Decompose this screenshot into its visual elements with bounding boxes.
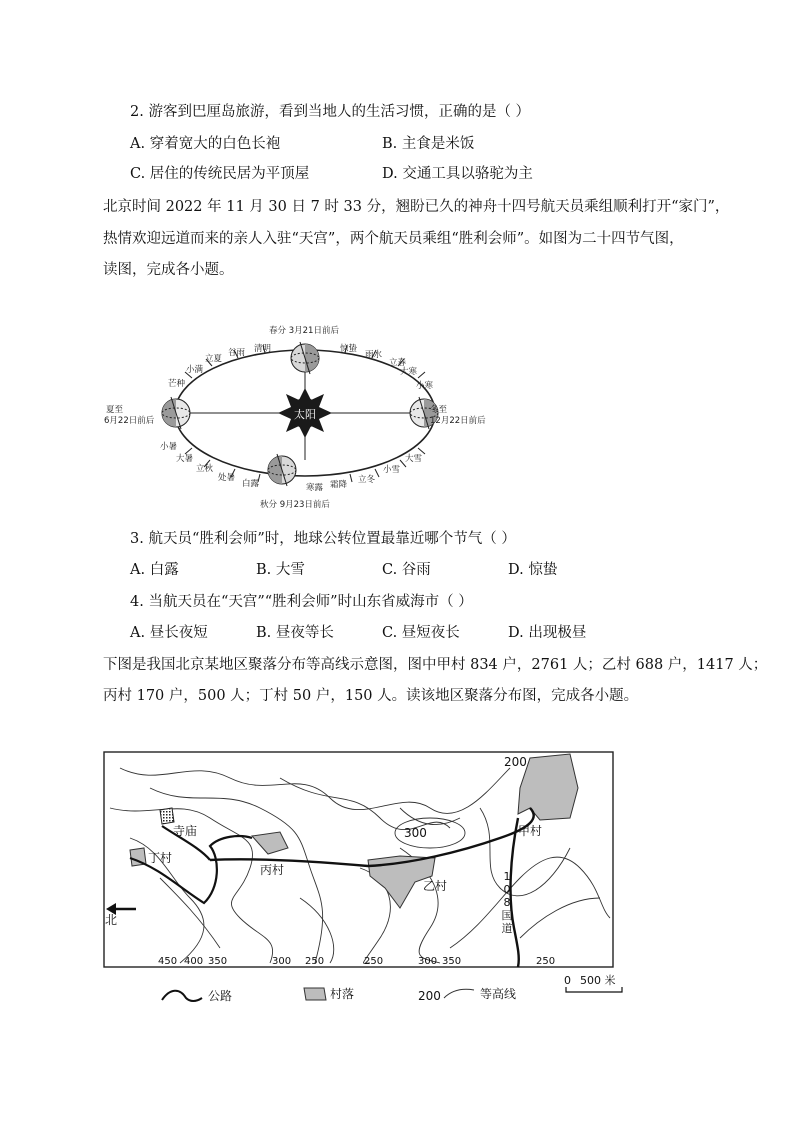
contour-label-300: 300 [404,826,427,840]
legend-contour-icon [444,989,474,998]
label-winter-solstice: 冬至 [430,405,448,415]
q4-stem: 4. 当航天员在“天宫”“胜利会师”时山东省威海市（ ） [130,594,473,610]
label-dashu: 大暑 [176,454,194,464]
label-north: 北 [105,913,118,927]
label-xiaoxue: 小雪 [383,465,401,475]
tick-350: 350 [208,956,228,967]
legend-village: 村落 [330,987,355,1001]
label-xiaoshu: 小暑 [160,442,178,452]
label-lidong: 立冬 [358,475,376,485]
tick-350b: 350 [442,956,462,967]
route-label-8: 8 [503,896,511,909]
label-xiaohan: 小寒 [416,381,434,391]
map-legend [162,986,516,1003]
label-shuangjiang: 霜降 [330,480,348,490]
legend-contour: 等高线 [480,987,517,1001]
label-yi-village: 乙村 [423,879,448,893]
label-dahan: 大寒 [400,367,418,377]
label-daxue: 大雪 [405,454,423,464]
label-temple: 寺庙 [173,824,198,838]
legend-road: 公路 [208,989,233,1003]
intro2-line1: 下图是我国北京某地区聚落分布等高线示意图，图中甲村 834 户，2761 人；乙村 688 户，1417 人； [103,657,768,673]
earth-autumn-icon [268,454,296,486]
route-label-guo: 国 [501,909,513,922]
label-bailu: 白露 [242,479,260,489]
label-lichun: 立春 [389,358,407,368]
label-liqiu: 立秋 [196,464,214,474]
tick-250c: 250 [536,956,556,967]
label-bing-village: 丙村 [260,863,285,877]
intro1-line2: 热情欢迎远道而来的亲人入驻“天宫”，两个航天员乘组“胜利会师”。如图为二十四节气图， [103,231,684,247]
label-chushu: 处暑 [218,473,236,483]
tick-250a: 250 [305,956,325,967]
label-xiaoman: 小满 [186,365,204,375]
label-jingzhe: 惊蛰 [340,344,358,354]
legend-village-icon [304,988,326,1000]
q3-option-d: D. 惊蛰 [508,562,558,578]
earth-summer-icon [162,397,190,429]
legend-contour-value: 200 [418,989,441,1003]
scale-bar [564,973,622,992]
label-guyu: 谷雨 [228,348,246,358]
contour-label-200: 200 [504,755,527,769]
label-autumn-equinox: 秋分 9月23日前后 [260,500,330,510]
q3-option-c: C. 谷雨 [382,562,431,578]
label-summer-solstice-date: 6月22日前后 [104,416,155,426]
tick-400: 400 [184,956,204,967]
label-ding-village: 丁村 [148,851,173,865]
label-jia-village: 甲村 [518,824,543,838]
scale-zero: 0 [564,974,571,987]
label-lixia: 立夏 [205,354,223,364]
sun-label: 太阳 [294,408,316,421]
intro2-line2: 丙村 170 户，500 人；丁村 50 户，150 人。读该地区聚落分布图，完成各小题。 [103,688,639,704]
label-hanlu: 寒露 [306,483,324,493]
q4-option-d: D. 出现极昼 [508,625,587,641]
q4-option-b: B. 昼夜等长 [256,625,334,641]
intro1-line3: 读图，完成各小题。 [103,262,234,278]
q2-option-d: D. 交通工具以骆驼为主 [382,166,533,182]
temple [160,808,174,824]
q2-option-b: B. 主食是米饭 [382,136,475,152]
q4-option-a: A. 昼长夜短 [130,625,208,641]
q2-stem: 2. 游客到巴厘岛旅游，看到当地人的生活习惯，正确的是（ ） [130,104,531,120]
tick-250b: 250 [364,956,384,967]
settlement-map-figure [100,748,630,1008]
tick-450: 450 [158,956,178,967]
label-mangzhong: 芒种 [168,379,186,389]
earth-spring-icon [291,342,319,374]
q3-option-b: B. 大雪 [256,562,305,578]
q2-option-c: C. 居住的传统民居为平顶屋 [130,166,310,182]
label-qingming: 清明 [254,344,272,354]
intro1-line1: 北京时间 2022 年 11 月 30 日 7 时 33 分，翘盼已久的神舟十四号航天员乘组顺利打开“家门”， [103,199,730,215]
label-yushui: 雨水 [365,350,383,360]
route-label-0: 0 [503,883,511,896]
legend-road-icon [162,991,202,1001]
route-label-dao: 道 [501,922,513,935]
label-winter-solstice-date: 12月22日前后 [430,416,486,426]
q4-option-c: C. 昼短夜长 [382,625,460,641]
label-summer-solstice: 夏至 [106,405,124,415]
q2-option-a: A. 穿着宽大的白色长袍 [130,136,281,152]
q3-option-a: A. 白露 [130,562,179,578]
scale-distance: 500 米 [580,974,616,987]
route-label-1: 1 [503,870,511,883]
q3-stem: 3. 航天员“胜利会师”时，地球公转位置最靠近哪个节气（ ） [130,531,516,547]
tick-300b: 300 [418,956,438,967]
tick-300: 300 [272,956,292,967]
solar-terms-figure [100,320,510,520]
label-spring-equinox: 春分 3月21日前后 [269,326,339,336]
